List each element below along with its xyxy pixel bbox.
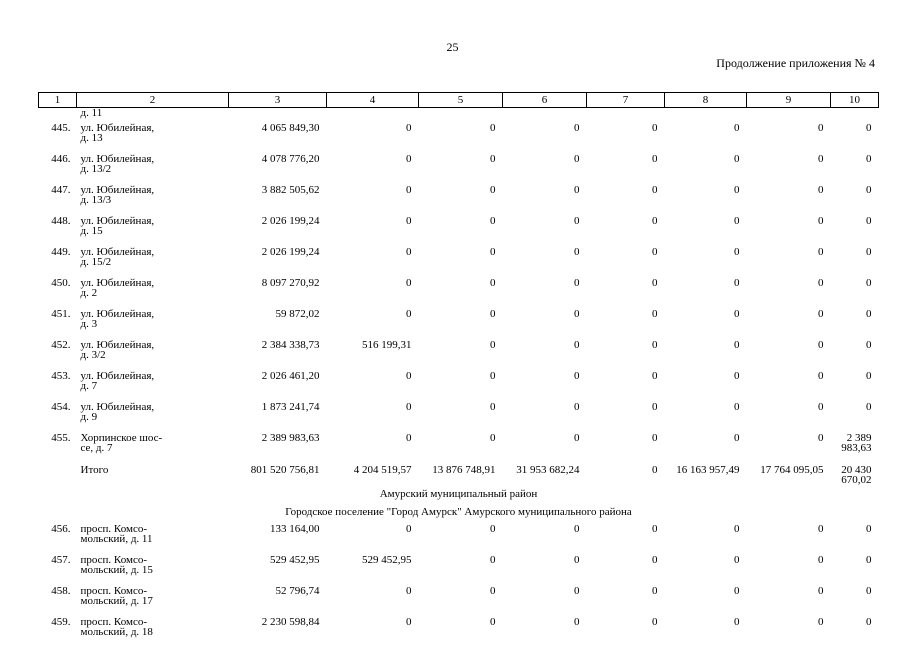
value-cell-c7: 0 — [652, 585, 658, 597]
value-cell-c8: 0 — [734, 523, 740, 535]
table-row — [39, 399, 879, 430]
column-header: 1 — [39, 93, 77, 108]
value-cell-c8: 0 — [734, 277, 740, 289]
value-cell-c3: 3 882 505,62 — [261, 184, 320, 196]
table-row — [39, 306, 879, 337]
value-cell-c6: 0 — [574, 122, 580, 134]
value-cell-c8: 0 — [734, 554, 740, 566]
value-cell-c7: 0 — [652, 184, 658, 196]
value-cell-c7: 0 — [652, 401, 658, 413]
column-header: 9 — [747, 93, 831, 108]
value-cell-c6: 0 — [574, 523, 580, 535]
value-cell-c8: 0 — [734, 153, 740, 165]
address-cell: ул. Юбилейная, д. 13 — [80, 122, 155, 144]
value-cell-c4: 0 — [406, 215, 412, 227]
value-cell-c7: 0 — [652, 616, 658, 628]
address-cell: д. 11 — [80, 107, 103, 119]
value-cell-c8: 0 — [734, 122, 740, 134]
value-cell-c10: 0 — [866, 401, 872, 413]
address-cell: ул. Юбилейная, д. 3/2 — [80, 339, 155, 361]
total-value-c5: 13 876 748,91 — [432, 464, 496, 476]
value-cell-c5: 0 — [490, 215, 496, 227]
value-cell-c8: 0 — [734, 370, 740, 382]
value-cell-c6: 0 — [574, 184, 580, 196]
table-row — [39, 614, 879, 645]
row-number-cell: 446. — [51, 153, 71, 165]
total-value-c10: 20 430 670,02 — [841, 464, 872, 486]
value-cell-c3: 2 384 338,73 — [261, 339, 320, 351]
row-number-cell: 448. — [51, 215, 71, 227]
table-row — [39, 337, 879, 368]
value-cell-c10: 0 — [866, 184, 872, 196]
row-number-cell: 453. — [51, 370, 71, 382]
value-cell-c5: 0 — [490, 246, 496, 258]
value-cell-c10: 0 — [866, 523, 872, 535]
row-number-cell: 452. — [51, 339, 71, 351]
value-cell-c7: 0 — [652, 339, 658, 351]
value-cell-c8: 0 — [734, 432, 740, 444]
value-cell-c9: 0 — [818, 215, 824, 227]
row-number-cell: 458. — [51, 585, 71, 597]
value-cell-c6: 0 — [574, 370, 580, 382]
value-cell-c10: 0 — [866, 122, 872, 134]
value-cell-c3: 2 026 461,20 — [261, 370, 320, 382]
address-cell: ул. Юбилейная, д. 15/2 — [80, 246, 155, 268]
table-row — [39, 583, 879, 614]
value-cell-c8: 0 — [734, 308, 740, 320]
row-number-cell: 451. — [51, 308, 71, 320]
value-cell-c9: 0 — [818, 246, 824, 258]
address-cell: просп. Комсо- мольский, д. 15 — [80, 554, 153, 576]
table-row — [39, 430, 879, 461]
value-cell-c6: 0 — [574, 153, 580, 165]
table-row-fragment — [39, 108, 879, 121]
value-cell-c7: 0 — [652, 554, 658, 566]
value-cell-c5: 0 — [490, 432, 496, 444]
value-cell-c3: 59 872,02 — [275, 308, 320, 320]
value-cell-c5: 0 — [490, 554, 496, 566]
value-cell-c4: 0 — [406, 401, 412, 413]
value-cell-c3: 52 796,74 — [275, 585, 320, 597]
value-cell-c6: 0 — [574, 432, 580, 444]
total-value-c4: 4 204 519,57 — [353, 464, 412, 476]
address-cell: ул. Юбилейная, д. 13/2 — [80, 153, 155, 175]
value-cell-c7: 0 — [652, 432, 658, 444]
value-cell-c9: 0 — [818, 616, 824, 628]
value-cell-c3: 133 164,00 — [270, 523, 320, 535]
column-header: 6 — [503, 93, 587, 108]
value-cell-c9: 0 — [818, 523, 824, 535]
address-cell: просп. Комсо- мольский, д. 11 — [80, 523, 153, 545]
column-header: 8 — [665, 93, 747, 108]
value-cell-c5: 0 — [490, 401, 496, 413]
value-cell-c4: 0 — [406, 585, 412, 597]
row-number-cell: 445. — [51, 122, 71, 134]
value-cell-c7: 0 — [652, 215, 658, 227]
value-cell-c7: 0 — [652, 523, 658, 535]
value-cell-c5: 0 — [490, 616, 496, 628]
value-cell-c4: 0 — [406, 523, 412, 535]
value-cell-c6: 0 — [574, 308, 580, 320]
value-cell-c8: 0 — [734, 215, 740, 227]
value-cell-c10: 0 — [866, 339, 872, 351]
appendix-table — [38, 92, 878, 645]
value-cell-c9: 0 — [818, 401, 824, 413]
value-cell-c5: 0 — [490, 153, 496, 165]
value-cell-c7: 0 — [652, 246, 658, 258]
value-cell-c10: 0 — [866, 370, 872, 382]
page-number: 25 — [446, 40, 459, 54]
continuation-note: Продолжение приложения № 4 — [716, 56, 875, 70]
value-cell-c10: 0 — [866, 246, 872, 258]
value-cell-c4: 0 — [406, 246, 412, 258]
value-cell-c6: 0 — [574, 215, 580, 227]
section-header-row — [39, 503, 879, 521]
value-cell-c4: 529 452,95 — [362, 554, 412, 566]
value-cell-c9: 0 — [818, 585, 824, 597]
total-row — [39, 461, 879, 485]
table-row — [39, 521, 879, 552]
address-cell: ул. Юбилейная, д. 15 — [80, 215, 155, 237]
value-cell-c5: 0 — [490, 339, 496, 351]
value-cell-c6: 0 — [574, 277, 580, 289]
value-cell-c7: 0 — [652, 308, 658, 320]
column-header: 5 — [419, 93, 503, 108]
value-cell-c5: 0 — [490, 184, 496, 196]
value-cell-c10: 0 — [866, 153, 872, 165]
value-cell-c3: 1 873 241,74 — [261, 401, 320, 413]
value-cell-c4: 0 — [406, 277, 412, 289]
row-number-cell: 450. — [51, 277, 71, 289]
value-cell-c7: 0 — [652, 370, 658, 382]
value-cell-c4: 0 — [406, 370, 412, 382]
value-cell-c6: 0 — [574, 339, 580, 351]
section-title: Городское поселение "Город Амурск" Амурского муниципального района — [285, 506, 632, 518]
value-cell-c3: 2 230 598,84 — [261, 616, 320, 628]
value-cell-c9: 0 — [818, 153, 824, 165]
address-cell: ул. Юбилейная, д. 9 — [80, 401, 155, 423]
total-value-c7: 0 — [652, 464, 658, 476]
value-cell-c9: 0 — [818, 122, 824, 134]
value-cell-c3: 2 026 199,24 — [261, 215, 320, 227]
value-cell-c7: 0 — [652, 153, 658, 165]
value-cell-c9: 0 — [818, 339, 824, 351]
value-cell-c3: 4 078 776,20 — [261, 153, 320, 165]
row-number-cell: 455. — [51, 432, 71, 444]
value-cell-c6: 0 — [574, 401, 580, 413]
address-cell: ул. Юбилейная, д. 13/3 — [80, 184, 155, 206]
total-label: Итого — [80, 464, 109, 476]
value-cell-c5: 0 — [490, 277, 496, 289]
address-cell: просп. Комсо- мольский, д. 17 — [80, 585, 153, 607]
value-cell-c9: 0 — [818, 184, 824, 196]
table-row — [39, 368, 879, 399]
value-cell-c3: 2 026 199,24 — [261, 246, 320, 258]
value-cell-c3: 529 452,95 — [270, 554, 320, 566]
value-cell-c9: 0 — [818, 432, 824, 444]
table-row — [39, 182, 879, 213]
address-cell: Хорпинское шос- се, д. 7 — [80, 432, 163, 454]
section-title: Амурский муниципальный район — [379, 488, 538, 500]
value-cell-c4: 0 — [406, 184, 412, 196]
value-cell-c6: 0 — [574, 554, 580, 566]
value-cell-c9: 0 — [818, 277, 824, 289]
value-cell-c6: 0 — [574, 585, 580, 597]
value-cell-c10: 0 — [866, 585, 872, 597]
row-number-cell: 449. — [51, 246, 71, 258]
value-cell-c3: 2 389 983,63 — [261, 432, 320, 444]
column-header: 4 — [327, 93, 419, 108]
address-cell: ул. Юбилейная, д. 2 — [80, 277, 155, 299]
table-row — [39, 151, 879, 182]
value-cell-c10: 0 — [866, 554, 872, 566]
value-cell-c5: 0 — [490, 523, 496, 535]
column-header: 3 — [229, 93, 327, 108]
row-number-cell: 454. — [51, 401, 71, 413]
table-row — [39, 244, 879, 275]
value-cell-c9: 0 — [818, 554, 824, 566]
value-cell-c4: 0 — [406, 616, 412, 628]
table-row — [39, 275, 879, 306]
value-cell-c10: 0 — [866, 616, 872, 628]
value-cell-c5: 0 — [490, 308, 496, 320]
section-header-row — [39, 485, 879, 503]
value-cell-c9: 0 — [818, 370, 824, 382]
row-number-cell: 457. — [51, 554, 71, 566]
column-header: 2 — [77, 93, 229, 108]
value-cell-c5: 0 — [490, 585, 496, 597]
table-row — [39, 120, 879, 151]
value-cell-c8: 0 — [734, 616, 740, 628]
column-header: 7 — [587, 93, 665, 108]
row-number-cell: 456. — [51, 523, 71, 535]
value-cell-c6: 0 — [574, 246, 580, 258]
address-cell: ул. Юбилейная, д. 7 — [80, 370, 155, 392]
value-cell-c3: 8 097 270,92 — [261, 277, 320, 289]
value-cell-c4: 0 — [406, 432, 412, 444]
row-number-cell: 447. — [51, 184, 71, 196]
value-cell-c10: 0 — [866, 277, 872, 289]
table-row — [39, 552, 879, 583]
total-value-c9: 17 764 095,05 — [760, 464, 824, 476]
value-cell-c8: 0 — [734, 184, 740, 196]
value-cell-c7: 0 — [652, 122, 658, 134]
value-cell-c4: 0 — [406, 308, 412, 320]
total-value-c8: 16 163 957,49 — [676, 464, 740, 476]
value-cell-c8: 0 — [734, 339, 740, 351]
total-blank-cell — [39, 461, 77, 485]
value-cell-c4: 0 — [406, 122, 412, 134]
value-cell-c10: 0 — [866, 308, 872, 320]
row-number-cell: 459. — [51, 616, 71, 628]
value-cell-c7: 0 — [652, 277, 658, 289]
value-cell-c5: 0 — [490, 122, 496, 134]
header-row — [39, 93, 879, 108]
value-cell-c8: 0 — [734, 246, 740, 258]
total-value-c3: 801 520 756,81 — [250, 464, 320, 476]
value-cell-c8: 0 — [734, 585, 740, 597]
table-row — [39, 213, 879, 244]
value-cell-c8: 0 — [734, 401, 740, 413]
value-cell-c6: 0 — [574, 616, 580, 628]
column-header: 10 — [831, 93, 879, 108]
address-cell: просп. Комсо- мольский, д. 18 — [80, 616, 153, 638]
value-cell-c10: 2 389 983,63 — [841, 432, 872, 454]
value-cell-c4: 516 199,31 — [362, 339, 412, 351]
address-cell: ул. Юбилейная, д. 3 — [80, 308, 155, 330]
value-cell-c4: 0 — [406, 153, 412, 165]
value-cell-c5: 0 — [490, 370, 496, 382]
value-cell-c10: 0 — [866, 215, 872, 227]
value-cell-c9: 0 — [818, 308, 824, 320]
total-value-c6: 31 953 682,24 — [516, 464, 580, 476]
value-cell-c3: 4 065 849,30 — [261, 122, 320, 134]
